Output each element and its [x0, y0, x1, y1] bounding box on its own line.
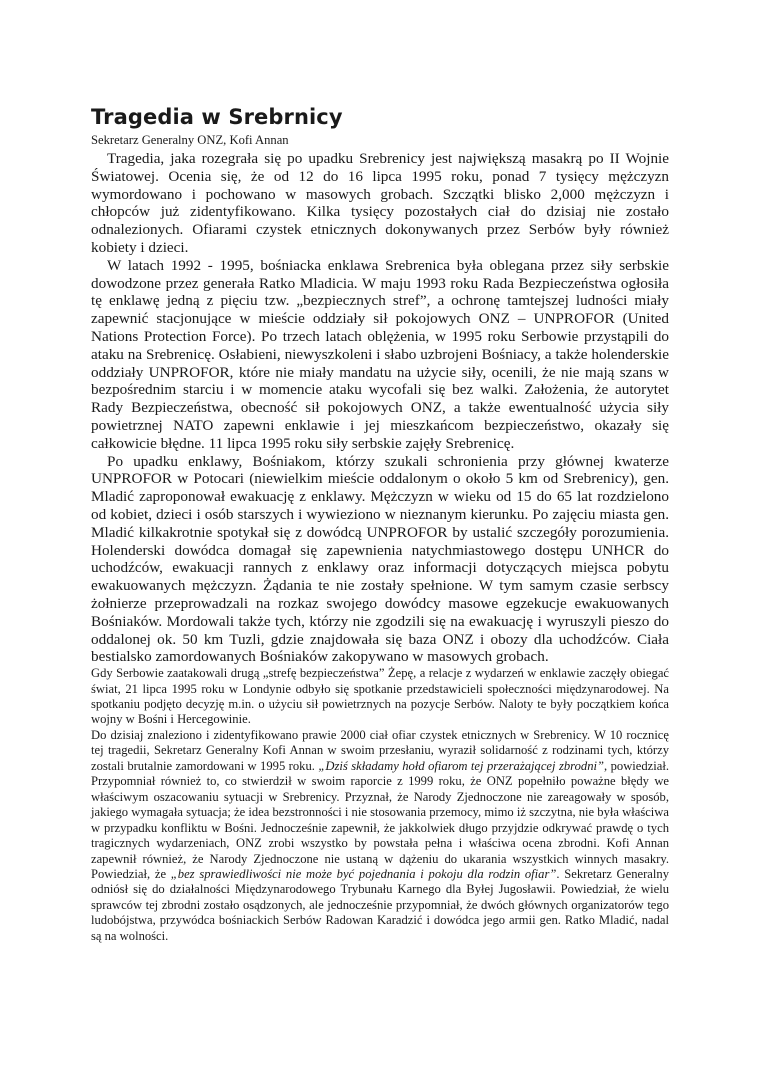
paragraph-evacuation: Po upadku enklawy, Bośniakom, którzy szukali schronienia przy głównej kwaterze UNPROFOR w Potocari (niewielkim mieście oddalonym o około 5 km od Srebrenicy), gen. Mladić zaproponował ewakuację z enklawy. Mężczyzn w wieku od 15 do 65 lat rozdzielono od kobiet, dzieci i osób starszych i wywieziono w nieznanym kierunku. Po zajęciu miasta gen. Mladić kilkakrotnie spotykał się z dowódcą UNPROFOR by ustalić szczegóły porozumienia. Holenderski dowódca domagał się zapewnienia natychmiastowego dostępu UNHCR do uchodźców, ewakuacji rannych z enklawy oraz informacji dotyczących miejsca pobytu ewakuowanych mężczyzn. Żądania te nie zostały spełnione. W tym samym czasie serbscy żołnierze przeprowadzali na rozkaz swojego dowódcy masowe egzekucje ewakuowanych Bośniaków. Mordowali także tych, którzy nie zgodzili się na ewakuację i wyruszyli pieszo do oddalonej ok. 50 km Tuzli, gdzie znajdowała się baza ONZ i obozy dla uchodźców. Ciała bestialsko zamordowanych Bośniaków zakopywano w masowych grobach. — [91, 452, 669, 666]
paragraph-anniversary — [91, 728, 669, 944]
document-title: Tragedia w Srebrnicy — [91, 105, 343, 129]
anniversary-quote-2: „bez sprawiedliwości nie może być pojednania i pokoju dla rodzin ofiar” — [170, 867, 557, 881]
paragraph-siege: W latach 1992 - 1995, bośniacka enklawa Srebrenica była oblegana przez siły serbskie dowodzone przez generała Ratko Mladicia. W maju 1993 roku Rada Bezpieczeństwa ogłosiła tę enklawę jedną z pięciu tzw. „bezpiecznych stref”, a ochronę tamtejszej ludności miały zapewnić stacjonujące w mieście oddziały sił pokojowych ONZ – UNPROFOR (United Nations Protection Force). Po trzech latach oblężenia, w 1995 roku Serbowie przystąpili do ataku na Srebrenicę. Osłabieni, niewyszkoleni i słabo uzbrojeni Bośniacy, a także holenderskie oddziały UNPROFOR, które nie miały mandatu na użycie siły, ocenili, że nie mają szans w bezpośrednim starciu i w momencie ataku wycofali się bez walki. Założenia, że autorytet Rady Bezpieczeństwa, obecność sił pokojowych ONZ, a także ewentualność użycia siły powietrznej NATO zapewni enklawie i jej mieszkańcom bezpieczeństwo, okazały się całkowicie błędne. 11 lipca 1995 roku siły serbskie zajęły Srebrenicę. — [91, 256, 669, 452]
paragraph-intro: Tragedia, jaka rozegrała się po upadku Srebrenicy jest największą masakrą po II Wojnie Światowej. Ocenia się, że od 12 do 16 lipca 1995 roku, ponad 7 tysięcy mężczyzn wymordowano i pochowano w masowych grobach. Szczątki blisko 2,000 mężczyzn i chłopców już zidentyfikowano. Kilka tysięcy pozostałych ciał do dzisiaj nie zostało odnalezionych. Ofiarami czystek etnicznych dokonywanych przez Serbów były również kobiety i dzieci. — [91, 150, 669, 256]
document-author: Sekretarz Generalny ONZ, Kofi Annan — [91, 133, 289, 147]
anniversary-text-3: . Sekretarz Generalny odniósł się do działalności Międzynarodowego Trybunału Karnego dla Byłej Jugosławii. Powiedział, że wielu sprawców tej zbrodni zostało osądzonych, ale jednocześnie przypomniał, że dwóch głównych organizatorów tego ludobójstwa, przywódca bośniackich Serbów Radowan Karadzić i dowódca jego armii gen. Ratko Mladić, nadal są na wolności. — [91, 867, 669, 943]
anniversary-text-1: Do dzisiaj znaleziono i zidentyfikowano prawie 2000 ciał ofiar czystek etnicznych w Srebrenicy. W 10 rocznicę tej tragedii, Sekretarz Generalny Kofi Annan w swoim przesłaniu, wyraził solidarność z rodzinami tych, którzy zostali brutalnie zamordowani w 1995 roku. — [91, 727, 669, 773]
anniversary-quote-1: „Dziś składamy hołd ofiarom tej przerażającej zbrodni” — [318, 758, 604, 773]
anniversary-text-2: , powiedział. Przypomniał również to, co stwierdził w swoim raporcie z 1999 roku, że ONZ popełniło poważne błędy we właściwym oszacowaniu sytuacji w Srebrenicy. Przyznał, że Narody Zjednoczone nie zareagowały w sposób, jakiego wymagała sytuacja; że idea bezstronności i nie stosowania przemocy, mimo iż szczytna, nie była właściwa w przypadku konfliktu w Bośni. Jednocześnie zapewnił, że jakkolwiek długo przyjdzie odkrywać prawdę o tych tragicznych wydarzeniach, ONZ zrobi wszystko by powstała pełna i właściwa ocena zbrodni. Kofi Annan zapewnił również, że Narody Zjednoczone nie ustaną w dążeniu do ukarania wszystkich winnych masakry. Powiedział, że — [91, 758, 669, 881]
paragraph-london-meeting: Gdy Serbowie zaatakowali drugą „strefę bezpieczeństwa” Żepę, a relacje z wydarzeń w enklawie zaczęły obiegać świat, 21 lipca 1995 roku w Londynie odbyło się spotkanie przedstawicieli społeczności międzynarodowej. Na spotkaniu podjęto decyzję m.in. o użyciu sił powietrznych na pozycje Serbów. Naloty te były początkiem końca wojny w Bośni i Hercegowinie. — [91, 666, 669, 727]
document-page — [91, 104, 669, 944]
